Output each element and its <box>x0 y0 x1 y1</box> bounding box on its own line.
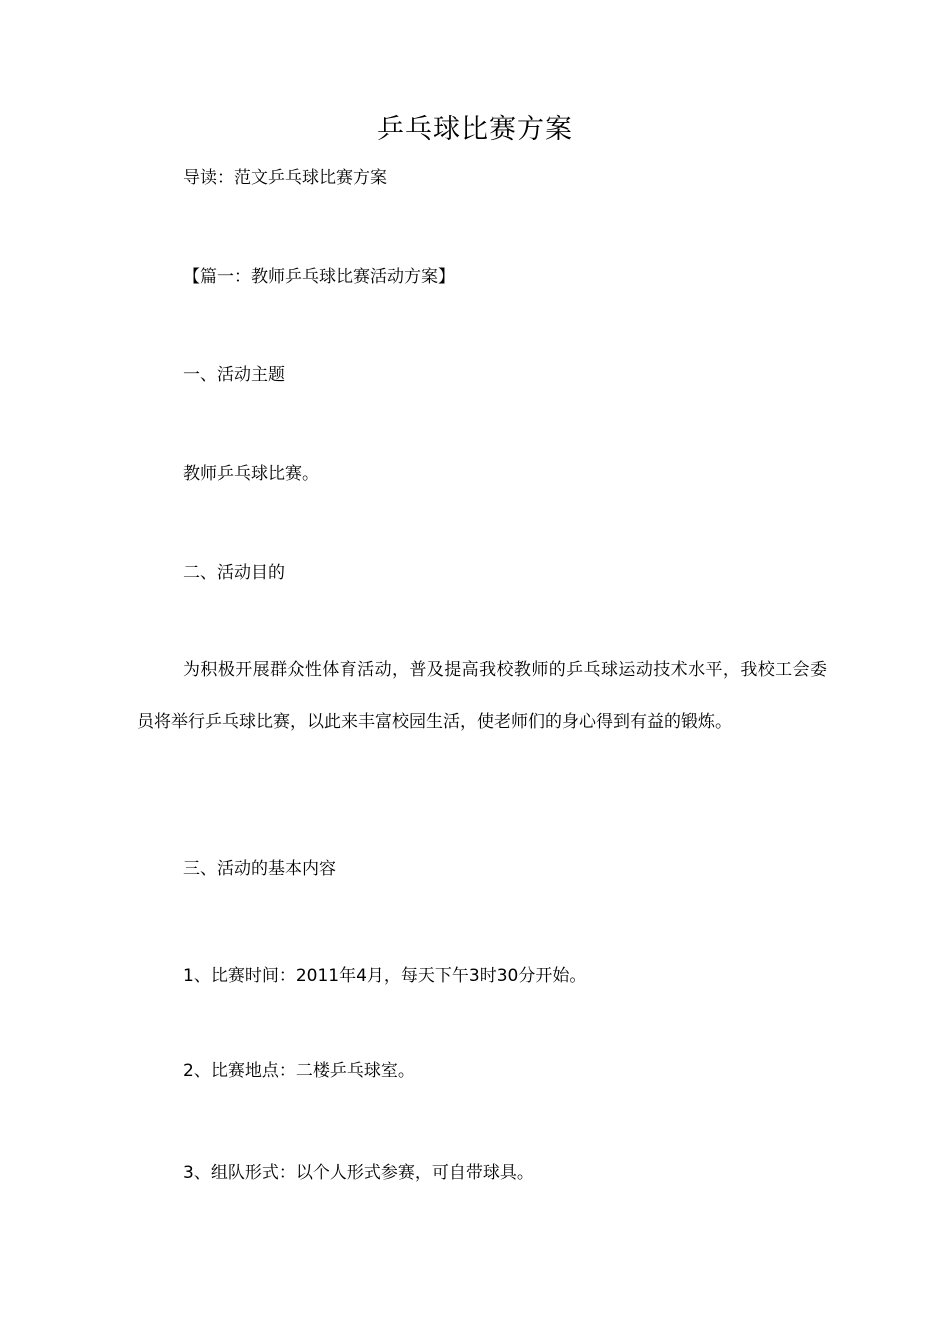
section-heading-content: 三、活动的基本内容 <box>183 859 336 879</box>
document-title: 乒乓球比赛方案 <box>377 114 573 145</box>
section-heading-theme: 一、活动主题 <box>183 365 285 385</box>
section-text-purpose: 为积极开展群众性体育活动，普及提高我校教师的乒乓球运动技术水平，我校工会委员将举行乒乓球比赛，以此来丰富校园生活，使老师们的身心得到有益的锻炼。 <box>137 660 827 732</box>
list-item-location: 2、比赛地点：二楼乒乓球室。 <box>183 1061 415 1081</box>
intro-line: 导读：范文乒乓球比赛方案 <box>183 168 387 188</box>
list-item-time: 1、比赛时间：2011年4月，每天下午3时30分开始。 <box>183 966 587 986</box>
section-text-theme: 教师乒乓球比赛。 <box>183 464 319 484</box>
chapter-heading: 【篇一：教师乒乓球比赛活动方案】 <box>183 267 455 287</box>
list-item-team-format: 3、组队形式：以个人形式参赛，可自带球具。 <box>183 1163 534 1183</box>
section-heading-purpose: 二、活动目的 <box>183 563 285 583</box>
